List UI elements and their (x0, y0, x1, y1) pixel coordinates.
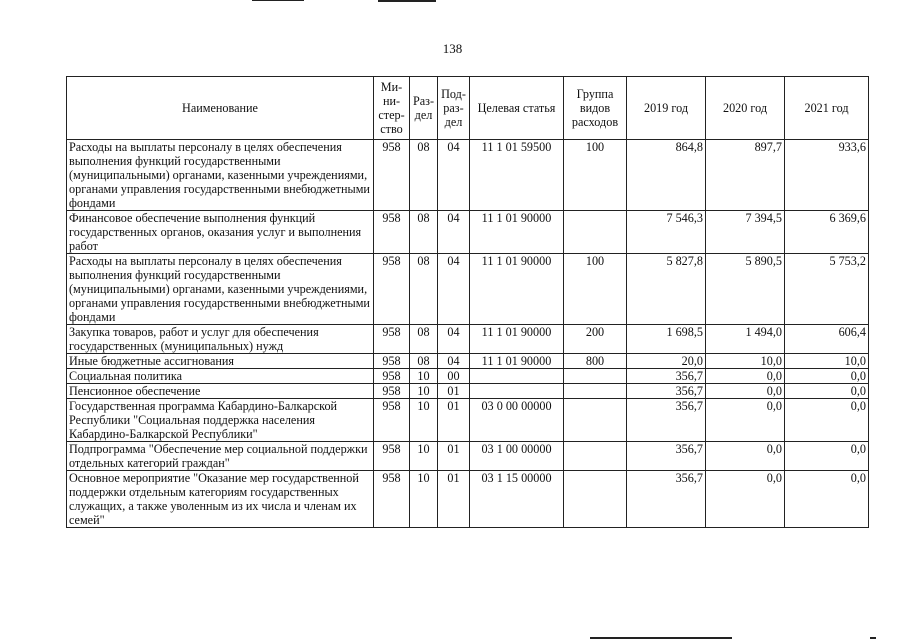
row-subsection: 01 (438, 471, 470, 528)
table-row (67, 325, 869, 354)
row-2019: 20,0 (627, 354, 706, 369)
top-rule-left (252, 0, 304, 1)
table-row (67, 140, 869, 211)
row-target: 03 1 15 00000 (470, 471, 564, 528)
row-2019: 1 698,5 (627, 325, 706, 354)
row-target: 11 1 01 90000 (470, 254, 564, 325)
row-expense-group (564, 384, 627, 399)
row-ministry: 958 (374, 140, 410, 211)
row-ministry: 958 (374, 354, 410, 369)
row-ministry: 958 (374, 442, 410, 471)
row-2021: 10,0 (785, 354, 869, 369)
row-target: 03 0 00 00000 (470, 399, 564, 442)
row-2020: 0,0 (706, 471, 785, 528)
row-target: 11 1 01 59500 (470, 140, 564, 211)
row-subsection: 04 (438, 211, 470, 254)
table-row (67, 384, 869, 399)
row-section: 10 (410, 369, 438, 384)
table-row (67, 442, 869, 471)
row-section: 08 (410, 211, 438, 254)
row-subsection: 00 (438, 369, 470, 384)
table-row (67, 254, 869, 325)
row-section: 10 (410, 442, 438, 471)
row-ministry: 958 (374, 369, 410, 384)
row-2021: 0,0 (785, 384, 869, 399)
row-section: 08 (410, 140, 438, 211)
top-rule-right (378, 0, 436, 2)
header-ministry: Ми-ни-стер-ство (374, 77, 410, 140)
row-section: 08 (410, 254, 438, 325)
row-expense-group (564, 211, 627, 254)
row-name: Закупка товаров, работ и услуг для обеспечения государственных (муниципальных) нужд (67, 325, 374, 354)
row-expense-group: 800 (564, 354, 627, 369)
row-target: 11 1 01 90000 (470, 354, 564, 369)
header-expense-group: Группа видов расходов (564, 77, 627, 140)
row-section: 08 (410, 354, 438, 369)
row-2020: 0,0 (706, 399, 785, 442)
row-ministry: 958 (374, 211, 410, 254)
row-2021: 933,6 (785, 140, 869, 211)
row-subsection: 04 (438, 354, 470, 369)
row-2019: 356,7 (627, 369, 706, 384)
row-ministry: 958 (374, 399, 410, 442)
header-2021: 2021 год (785, 77, 869, 140)
header-name: Наименование (67, 77, 374, 140)
row-name: Расходы на выплаты персоналу в целях обеспечения выполнения функций государственными (муниципальными) органами, казенными учреждениями, органами управления государственными внебюджетными фондами (67, 140, 374, 211)
row-section: 10 (410, 399, 438, 442)
row-subsection: 04 (438, 325, 470, 354)
row-ministry: 958 (374, 471, 410, 528)
table-row (67, 354, 869, 369)
row-expense-group: 100 (564, 140, 627, 211)
row-name: Финансовое обеспечение выполнения функций государственных органов, оказания услуг и выполнения работ (67, 211, 374, 254)
row-2020: 1 494,0 (706, 325, 785, 354)
row-name: Расходы на выплаты персоналу в целях обеспечения выполнения функций государственными (муниципальными) органами, казенными учреждениями, органами управления государственными внебюджетными фондами (67, 254, 374, 325)
table-row (67, 471, 869, 528)
row-name: Социальная политика (67, 369, 374, 384)
header-subsection: Под-раз-дел (438, 77, 470, 140)
bottom-rule-right (870, 637, 876, 639)
row-2021: 606,4 (785, 325, 869, 354)
row-subsection: 04 (438, 254, 470, 325)
table-row (67, 399, 869, 442)
row-target (470, 369, 564, 384)
table-row (67, 369, 869, 384)
row-ministry: 958 (374, 325, 410, 354)
row-section: 10 (410, 471, 438, 528)
row-name: Государственная программа Кабардино-Балкарской Республики "Социальная поддержка населения Кабардино-Балкарской Республики" (67, 399, 374, 442)
row-2021: 0,0 (785, 471, 869, 528)
header-target: Целевая статья (470, 77, 564, 140)
row-2020: 5 890,5 (706, 254, 785, 325)
row-2020: 0,0 (706, 442, 785, 471)
row-target: 03 1 00 00000 (470, 442, 564, 471)
row-expense-group (564, 471, 627, 528)
row-expense-group (564, 399, 627, 442)
row-2020: 0,0 (706, 369, 785, 384)
header-row (67, 77, 869, 140)
row-ministry: 958 (374, 384, 410, 399)
bottom-rule-left (590, 637, 732, 639)
row-expense-group: 200 (564, 325, 627, 354)
row-ministry: 958 (374, 254, 410, 325)
row-2019: 356,7 (627, 442, 706, 471)
header-section: Раз-дел (410, 77, 438, 140)
header-2019: 2019 год (627, 77, 706, 140)
row-2021: 0,0 (785, 369, 869, 384)
row-expense-group: 100 (564, 254, 627, 325)
row-name: Пенсионное обеспечение (67, 384, 374, 399)
row-2019: 356,7 (627, 399, 706, 442)
row-2019: 5 827,8 (627, 254, 706, 325)
row-section: 08 (410, 325, 438, 354)
row-target: 11 1 01 90000 (470, 211, 564, 254)
row-subsection: 01 (438, 384, 470, 399)
budget-table (66, 76, 869, 528)
row-2021: 6 369,6 (785, 211, 869, 254)
row-name: Иные бюджетные ассигнования (67, 354, 374, 369)
row-2020: 7 394,5 (706, 211, 785, 254)
row-name: Основное мероприятие "Оказание мер государственной поддержки отдельным категориям государственных служащих, а также уволенным из их числа и членам их семей" (67, 471, 374, 528)
header-2020: 2020 год (706, 77, 785, 140)
row-target (470, 384, 564, 399)
row-2020: 10,0 (706, 354, 785, 369)
page-number: 138 (442, 41, 463, 56)
row-2019: 7 546,3 (627, 211, 706, 254)
row-2019: 356,7 (627, 384, 706, 399)
row-2021: 0,0 (785, 399, 869, 442)
row-2020: 897,7 (706, 140, 785, 211)
row-expense-group (564, 369, 627, 384)
row-2019: 356,7 (627, 471, 706, 528)
row-subsection: 01 (438, 399, 470, 442)
row-subsection: 04 (438, 140, 470, 211)
row-subsection: 01 (438, 442, 470, 471)
row-target: 11 1 01 90000 (470, 325, 564, 354)
row-2019: 864,8 (627, 140, 706, 211)
table-row (67, 211, 869, 254)
row-2020: 0,0 (706, 384, 785, 399)
row-name: Подпрограмма "Обеспечение мер социальной поддержки отдельных категорий граждан" (67, 442, 374, 471)
row-expense-group (564, 442, 627, 471)
row-section: 10 (410, 384, 438, 399)
row-2021: 0,0 (785, 442, 869, 471)
row-2021: 5 753,2 (785, 254, 869, 325)
